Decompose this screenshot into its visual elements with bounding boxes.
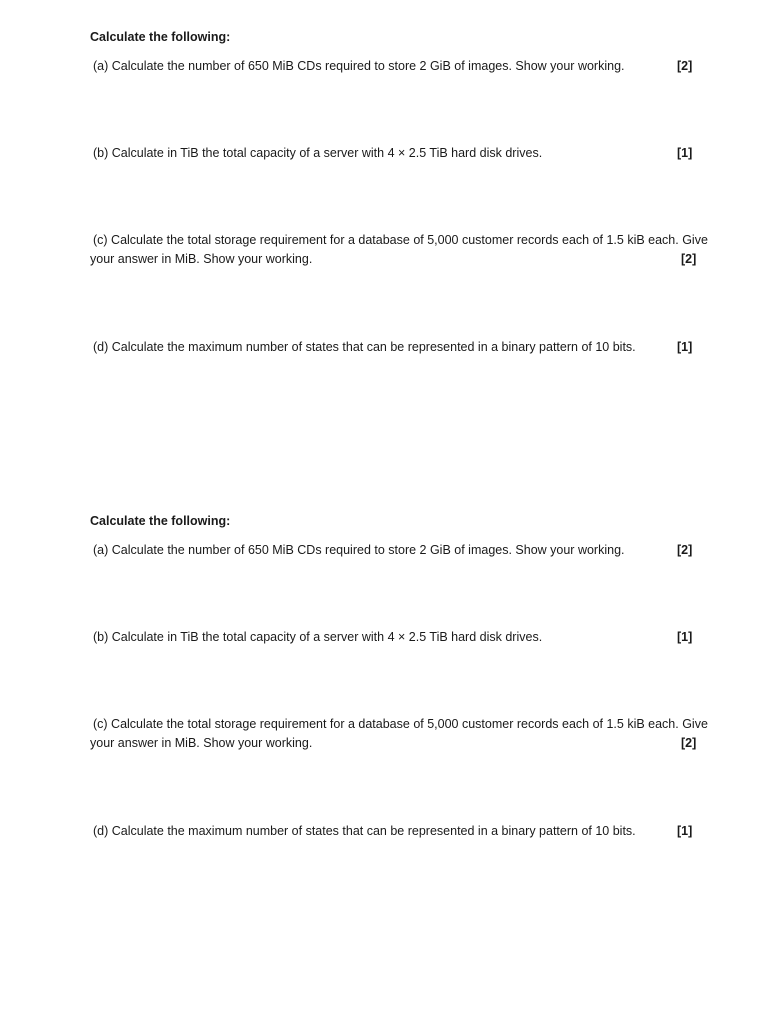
question-c <box>90 231 715 269</box>
question-marks: [1] <box>677 824 693 838</box>
question-marks: [1] <box>677 340 693 354</box>
question-text-line-1: (c) Calculate the total storage requirement for a database of 5,000 customer records each of 1.5 kiB each. Give <box>93 717 708 731</box>
section-heading: Calculate the following: <box>90 514 231 528</box>
question-d <box>90 822 715 841</box>
question-a <box>90 541 715 560</box>
question-marks: [1] <box>677 146 693 160</box>
question-b <box>90 144 715 163</box>
question-text-line-2: your answer in MiB. Show your working. <box>90 736 313 750</box>
question-marks: [2] <box>681 736 697 750</box>
question-a <box>90 57 715 76</box>
question-section-2 <box>90 512 715 838</box>
question-d <box>90 338 715 357</box>
question-c <box>90 715 715 753</box>
question-marks: [1] <box>677 630 693 644</box>
question-text: (b) Calculate in TiB the total capacity of a server with 4 × 2.5 TiB hard disk drives. <box>93 630 543 644</box>
question-marks: [2] <box>677 59 693 73</box>
question-text: (a) Calculate the number of 650 MiB CDs required to store 2 GiB of images. Show your working. <box>93 59 625 73</box>
question-marks: [2] <box>681 252 697 266</box>
question-text-line-2: your answer in MiB. Show your working. <box>90 252 313 266</box>
question-text: (a) Calculate the number of 650 MiB CDs required to store 2 GiB of images. Show your working. <box>93 543 625 557</box>
question-section-1 <box>90 28 715 354</box>
question-text: (d) Calculate the maximum number of states that can be represented in a binary pattern of 10 bits. <box>93 824 636 838</box>
question-text-line-1: (c) Calculate the total storage requirement for a database of 5,000 customer records each of 1.5 kiB each. Give <box>93 233 708 247</box>
question-b <box>90 628 715 647</box>
question-text: (b) Calculate in TiB the total capacity of a server with 4 × 2.5 TiB hard disk drives. <box>93 146 543 160</box>
question-marks: [2] <box>677 543 693 557</box>
section-heading: Calculate the following: <box>90 30 231 44</box>
question-text: (d) Calculate the maximum number of states that can be represented in a binary pattern of 10 bits. <box>93 340 636 354</box>
